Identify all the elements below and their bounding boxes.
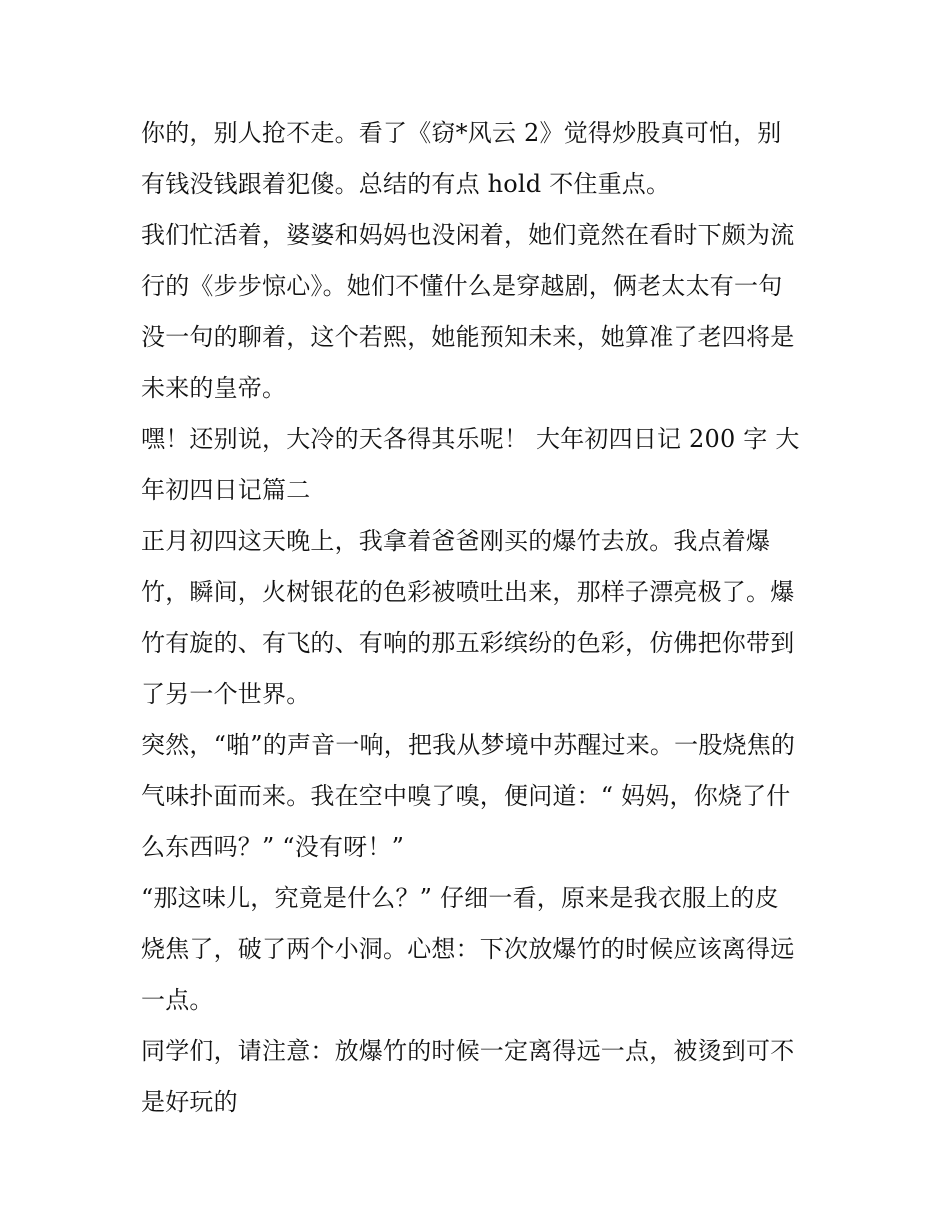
paragraph-5 — [141, 720, 813, 873]
text-line: 有钱没钱跟着犯傻。总结的有点 hold 不住重点。 — [141, 170, 671, 198]
text-line: 烧焦了，破了两个小洞。心想：下次放爆竹的时候应该离得远 — [141, 935, 795, 963]
text-line: 是好玩的 — [141, 1088, 238, 1116]
paragraph-6 — [141, 873, 813, 1026]
text-line: 了另一个世界。 — [141, 680, 311, 708]
text-line: 年初四日记篇二 — [141, 476, 311, 504]
text-line: 没一句的聊着，这个若熙，她能预知未来，她算准了老四将是 — [141, 323, 795, 351]
text-line: 嘿！还别说，大冷的天各得其乐呢！ 大年初四日记 200 字 大 — [141, 425, 800, 453]
text-line: 竹，瞬间，火树银花的色彩被喷吐出来，那样子漂亮极了。爆 — [141, 578, 795, 606]
text-line: “那这味儿，究竟是什么？” 仔细一看，原来是我衣服上的皮 — [141, 884, 779, 912]
text-line: 行的《步步惊心》。她们不懂什么是穿越剧，俩老太太有一句 — [141, 272, 783, 300]
paragraph-4 — [141, 516, 813, 720]
text-line: 突然，“啪”的声音一响，把我从梦境中苏醒过来。一股烧焦的 — [141, 731, 796, 759]
paragraph-3 — [141, 414, 813, 516]
text-line: 一点。 — [141, 986, 214, 1014]
text-line: 我们忙活着，婆婆和妈妈也没闲着，她们竟然在看时下颇为流 — [141, 221, 795, 249]
text-line: 么东西吗？” “没有呀！” — [141, 833, 405, 861]
paragraph-2 — [141, 210, 813, 414]
text-line: 你的，别人抢不走。看了《窃*风云 2》觉得炒股真可怕，别 — [141, 119, 782, 147]
text-line: 同学们，请注意：放爆竹的时候一定离得远一点，被烫到可不 — [141, 1037, 795, 1065]
text-line: 竹有旋的、有飞的、有响的那五彩缤纷的色彩，仿佛把你带到 — [141, 629, 795, 657]
text-line: 未来的皇帝。 — [141, 374, 287, 402]
paragraph-1 — [141, 108, 813, 210]
document-body — [141, 108, 813, 1128]
paragraph-7 — [141, 1026, 813, 1128]
text-line: 气味扑面而来。我在空中嗅了嗅，便问道：“ 妈妈，你烧了什 — [141, 782, 791, 810]
text-line: 正月初四这天晚上，我拿着爸爸刚买的爆竹去放。我点着爆 — [141, 527, 771, 555]
